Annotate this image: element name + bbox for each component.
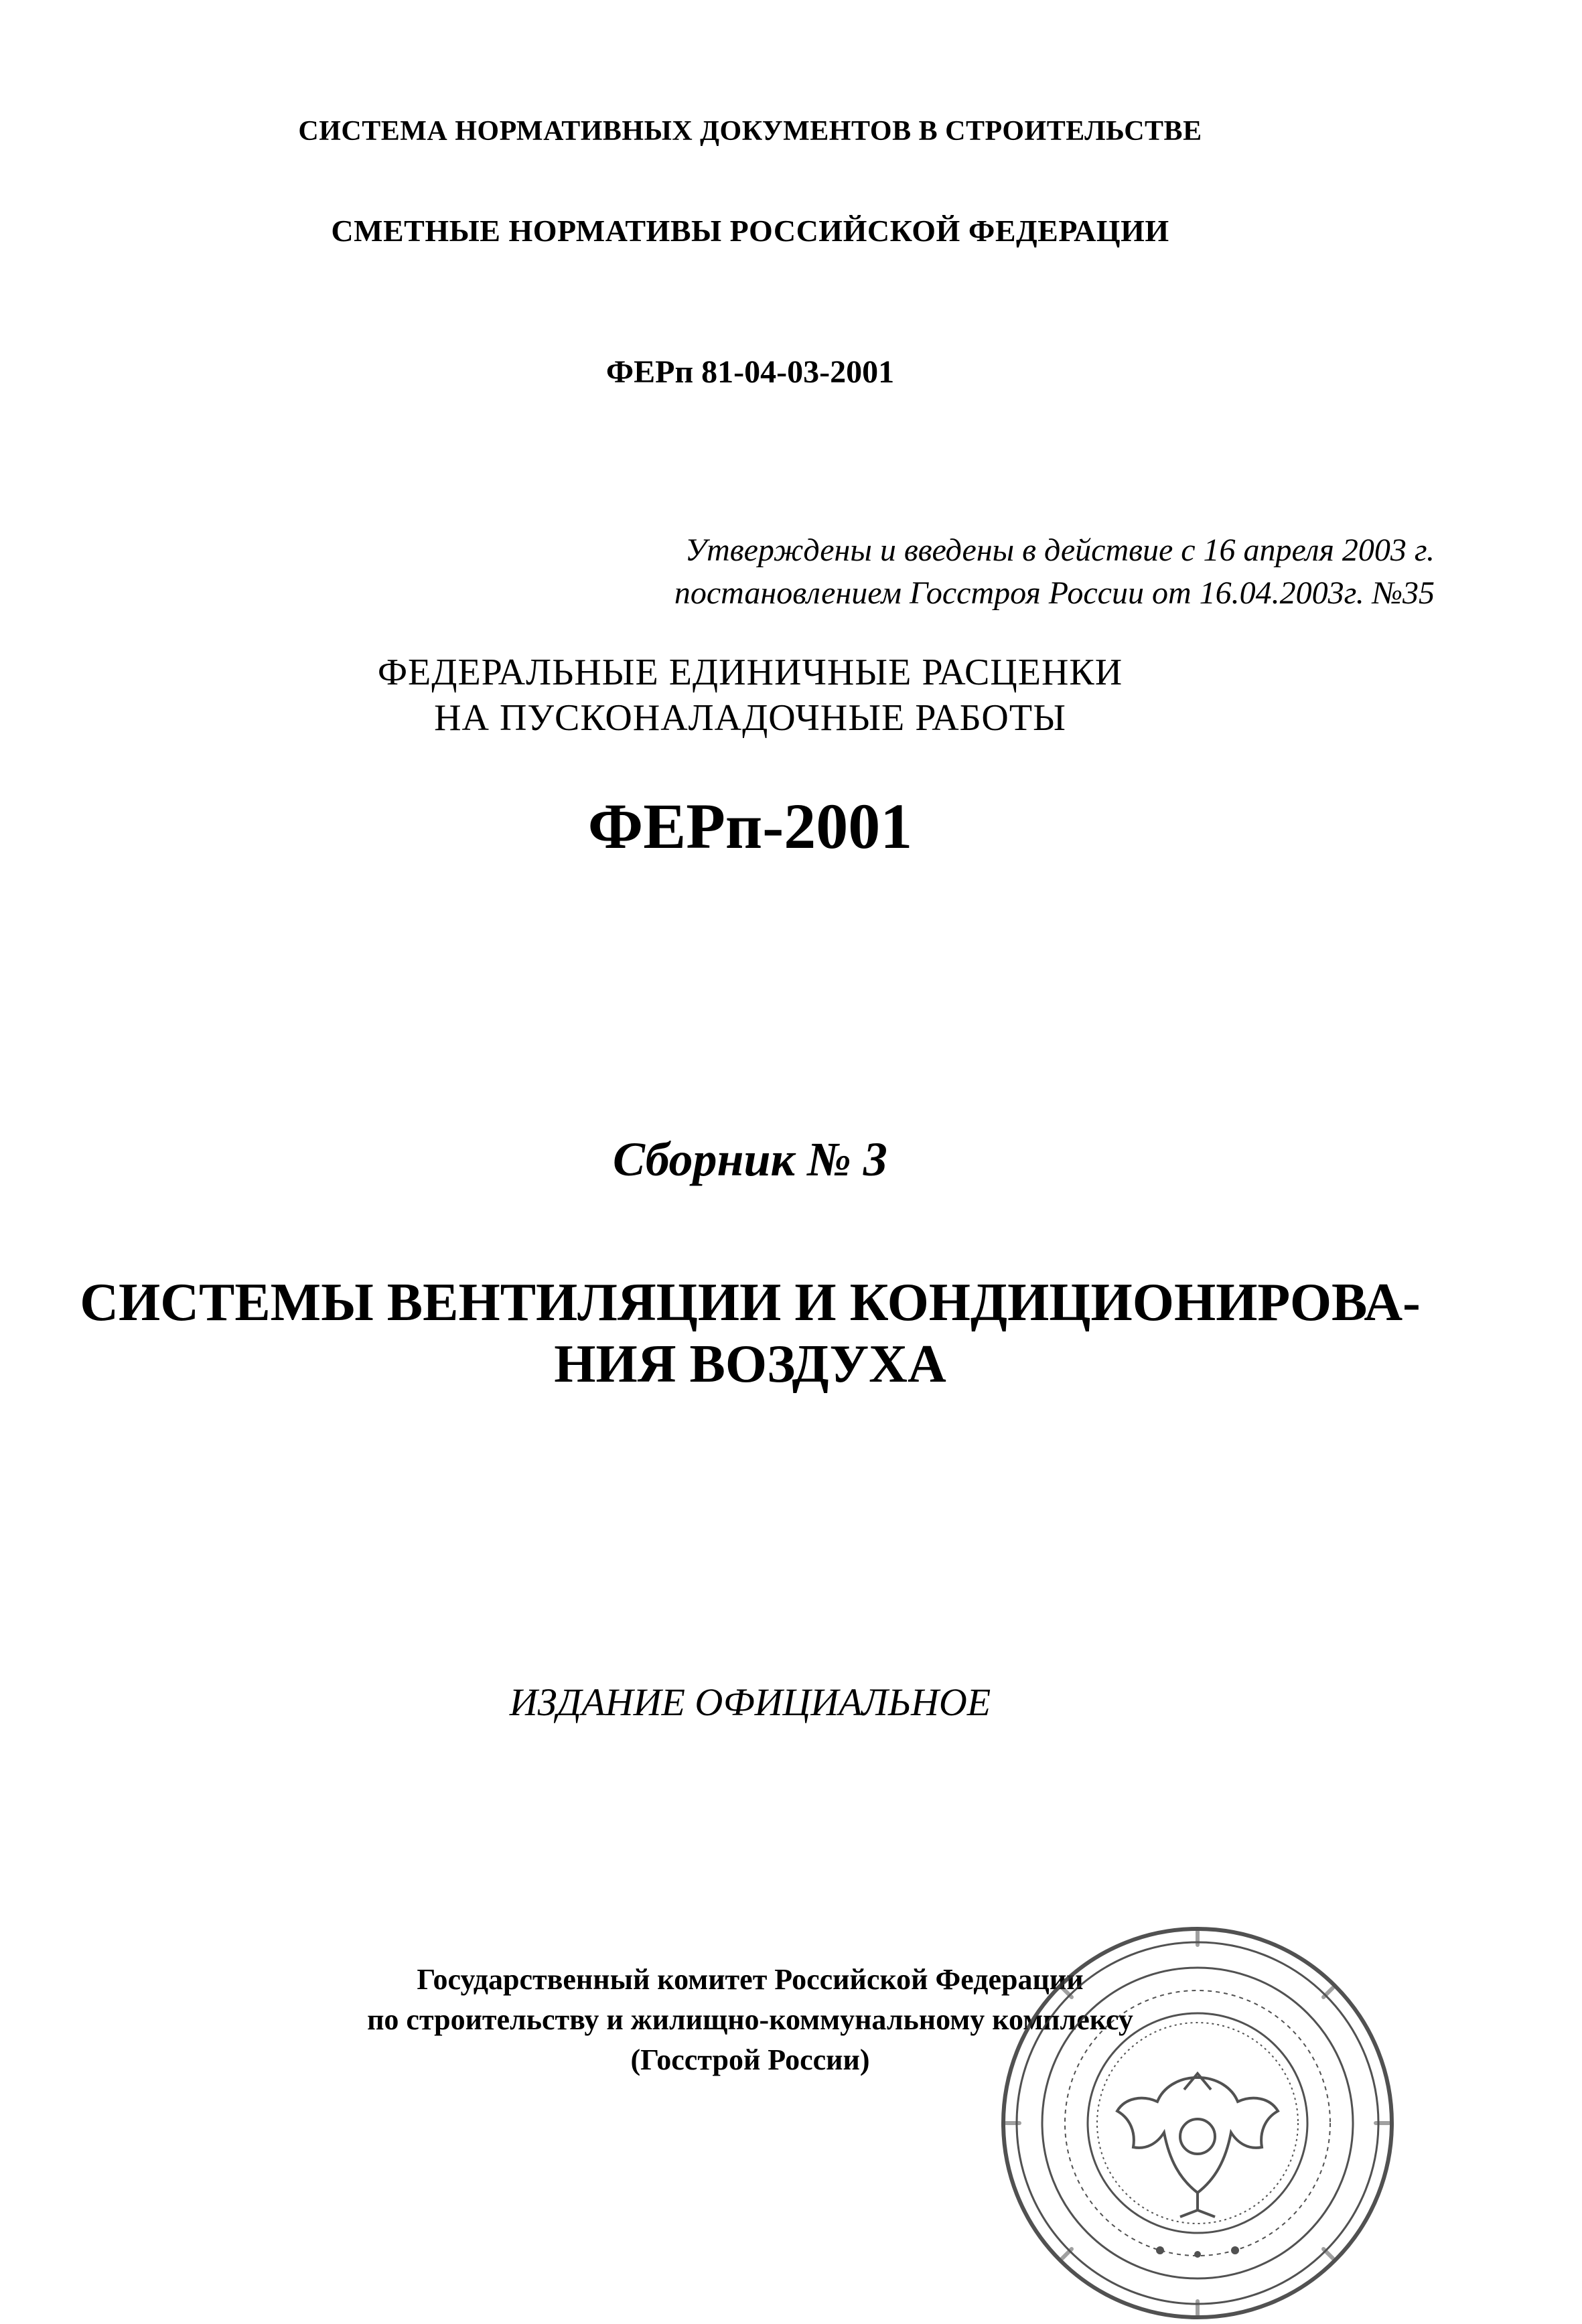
round-certification-stamp-icon xyxy=(997,1922,1398,2324)
volume-title-line-1: СИСТЕМЫ ВЕНТИЛЯЦИИ И КОНДИЦИОНИРОВА- xyxy=(80,1273,1421,1332)
header-system-title: СИСТЕМА НОРМАТИВНЫХ ДОКУМЕНТОВ В СТРОИТЕЛЬСТВЕ xyxy=(298,116,1202,147)
document-code: ФЕРп 81-04-03-2001 xyxy=(605,354,895,390)
volume-title-line-2: НИЯ ВОЗДУХА xyxy=(554,1335,946,1394)
header-norms-title: СМЕТНЫЕ НОРМАТИВЫ РОССИЙСКОЙ ФЕДЕРАЦИИ xyxy=(331,214,1169,248)
approval-line-1: Утверждены и введены в действие с 16 апреля 2003 г. xyxy=(685,532,1435,568)
publisher-line-1: Государственный комитет Российской Федерации xyxy=(417,1963,1084,1996)
edition-label: ИЗДАНИЕ ОФИЦИАЛЬНОЕ xyxy=(509,1680,991,1724)
publisher-line-3: (Госстрой России) xyxy=(630,2043,870,2076)
collection-number: Сборник № 3 xyxy=(613,1133,887,1186)
approval-line-2: постановлением Госстроя России от 16.04.2003г. №35 xyxy=(674,575,1435,611)
publisher-line-2: по строительству и жилищно-коммунальному комплексу xyxy=(367,2003,1133,2036)
main-title-line-2: НА ПУСКОНАЛАДОЧНЫЕ РАБОТЫ xyxy=(434,697,1066,739)
main-title-line-1: ФЕДЕРАЛЬНЫЕ ЕДИНИЧНЫЕ РАСЦЕНКИ xyxy=(377,652,1123,693)
short-code-title: ФЕРп-2001 xyxy=(587,790,913,862)
